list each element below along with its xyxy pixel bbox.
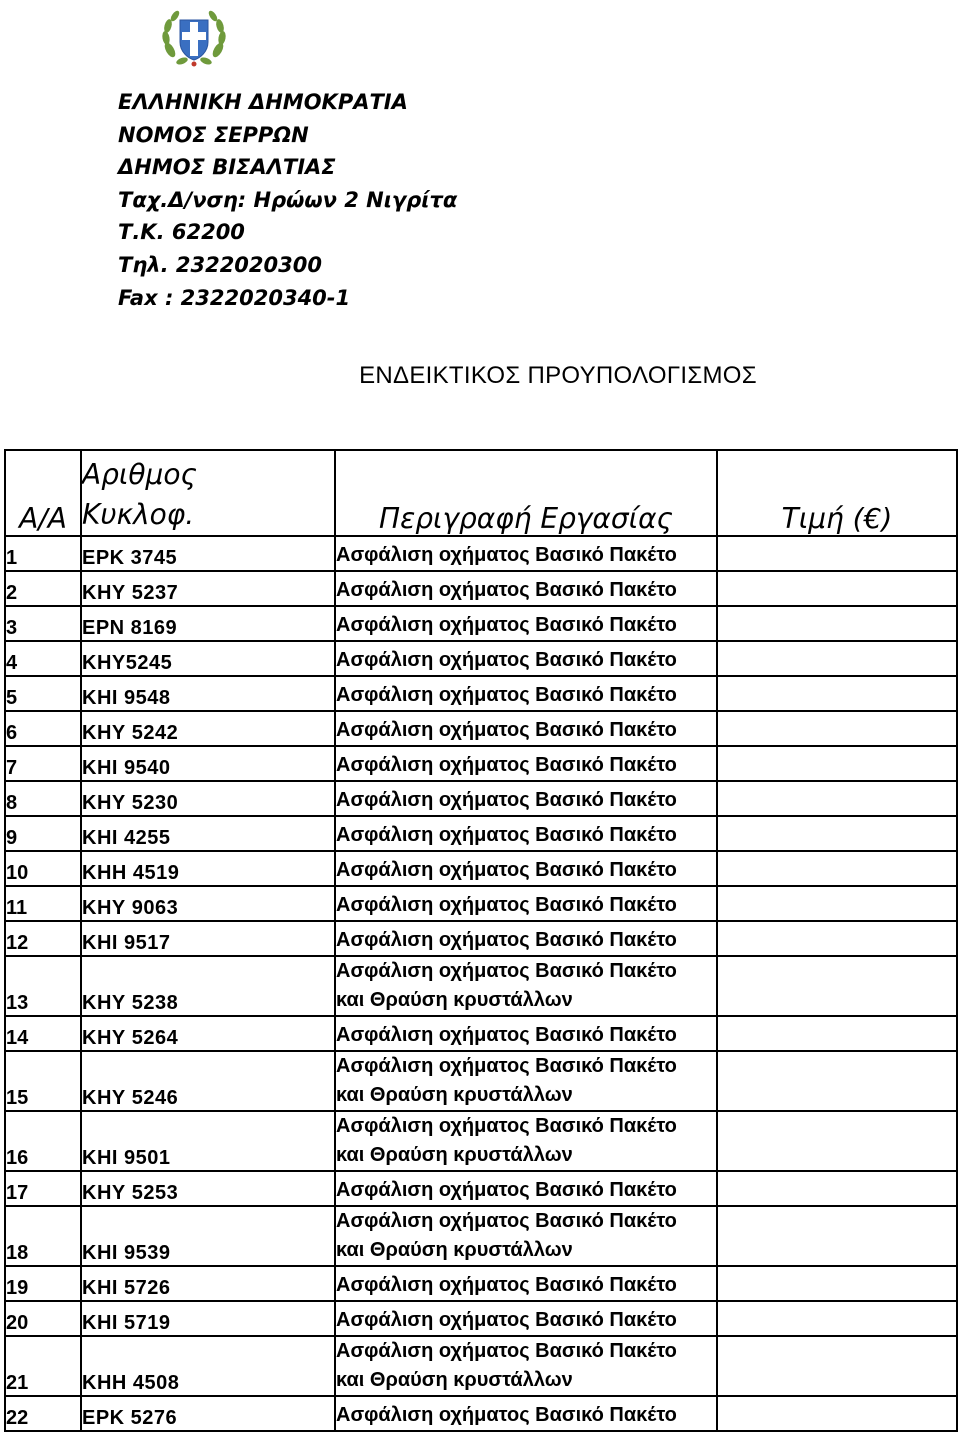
cell-aa: 22 [5, 1396, 81, 1431]
cell-price [717, 746, 957, 781]
header-line-prefecture: ΝΟΜΟΣ ΣΕΡΡΩΝ [118, 122, 309, 147]
header-line-country: ΕΛΛΗΝΙΚΗ ΔΗΜΟΚΡΑΤΙΑ [118, 90, 408, 114]
description-line1: Ασφάλιση οχήματος Βασικό Πακέτο [336, 1404, 677, 1426]
table-row [5, 921, 957, 956]
cell-aa: 20 [5, 1301, 81, 1336]
table-row [5, 571, 957, 606]
cell-plate: ΚΗΙ 5726 [81, 1266, 335, 1301]
cell-price [717, 816, 957, 851]
greek-emblem-logo [158, 6, 230, 70]
cell-price [717, 1051, 957, 1111]
cell-plate: ΚΗΥ 5237 [81, 571, 335, 606]
cell-price [717, 1301, 957, 1336]
cell-description [335, 816, 717, 851]
cell-plate: ΚΗΙ 4255 [81, 816, 335, 851]
cell-plate: ΚΗΥ 5230 [81, 781, 335, 816]
cell-aa: 13 [5, 956, 81, 1016]
cell-description [335, 1396, 717, 1431]
header-description: Περιγραφή Εργασίας [335, 450, 717, 536]
cell-plate: ΕΡΝ 8169 [81, 606, 335, 641]
header-line-fax: Fax : 2322020340-1 [118, 285, 351, 310]
description-line1: Ασφάλιση οχήματος Βασικό Πακέτο [336, 1340, 677, 1362]
description-line1: Ασφάλιση οχήματος Βασικό Πακέτο [336, 1115, 677, 1137]
description-line1: Ασφάλιση οχήματος Βασικό Πακέτο [336, 1309, 677, 1331]
description-line1: Ασφάλιση οχήματος Βασικό Πακέτο [336, 719, 677, 741]
cell-aa: 5 [5, 676, 81, 711]
table-row [5, 1171, 957, 1206]
cell-price [717, 1206, 957, 1266]
table-row [5, 1111, 957, 1171]
cell-aa: 10 [5, 851, 81, 886]
description-line1: Ασφάλιση οχήματος Βασικό Πακέτο [336, 1024, 677, 1046]
header-price: Τιμή (€) [717, 450, 957, 536]
cell-plate: ΚΗΙ 5719 [81, 1301, 335, 1336]
header-line-phone: Τηλ. 2322020300 [118, 252, 322, 277]
cell-description [335, 781, 717, 816]
cell-plate: ΚΗΙ 9539 [81, 1206, 335, 1266]
header-plate-line2: Κυκλοφ. [82, 498, 195, 531]
cell-plate: ΚΗΥ 5242 [81, 711, 335, 746]
letterhead [118, 86, 457, 314]
cell-aa: 3 [5, 606, 81, 641]
document-title: ΕΝΔΕΙΚΤΙΚΟΣ ΠΡΟΥΠΟΛΟΓΙΣΜΟΣ [359, 362, 757, 389]
cell-description [335, 571, 717, 606]
cell-description [335, 1336, 717, 1396]
header-line-address: Ταχ.Δ/νση: Ηρώων 2 Νιγρίτα [118, 187, 458, 212]
cell-aa: 2 [5, 571, 81, 606]
cell-plate: ΚΗΥ 5238 [81, 956, 335, 1016]
cell-aa: 19 [5, 1266, 81, 1301]
description-line1: Ασφάλιση οχήματος Βασικό Πακέτο [336, 649, 677, 671]
table-row [5, 1301, 957, 1336]
cell-aa: 12 [5, 921, 81, 956]
description-line2: και Θραύση κρυστάλλων [336, 1239, 573, 1261]
cell-price [717, 1111, 957, 1171]
cell-aa: 11 [5, 886, 81, 921]
cell-plate: ΕΡΚ 5276 [81, 1396, 335, 1431]
cell-description [335, 956, 717, 1016]
description-line2: και Θραύση κρυστάλλων [336, 1084, 573, 1106]
cell-plate: ΚΗΥ 5253 [81, 1171, 335, 1206]
cell-plate: ΚΗΥ 5246 [81, 1051, 335, 1111]
description-line2: και Θραύση κρυστάλλων [336, 1369, 573, 1391]
cell-price [717, 956, 957, 1016]
cell-plate: ΕΡΚ 3745 [81, 536, 335, 571]
cell-description [335, 1301, 717, 1336]
cell-price [717, 1396, 957, 1431]
cell-description [335, 1016, 717, 1051]
cell-price [717, 781, 957, 816]
description-line2: και Θραύση κρυστάλλων [336, 989, 573, 1011]
cell-plate: ΚΗΗ 4508 [81, 1336, 335, 1396]
table-header-row [5, 450, 957, 536]
cell-price [717, 1336, 957, 1396]
cell-aa: 6 [5, 711, 81, 746]
cell-price [717, 536, 957, 571]
cell-price [717, 711, 957, 746]
description-line1: Ασφάλιση οχήματος Βασικό Πακέτο [336, 789, 677, 811]
cell-description [335, 536, 717, 571]
table-row [5, 851, 957, 886]
description-line1: Ασφάλιση οχήματος Βασικό Πακέτο [336, 579, 677, 601]
table-row [5, 536, 957, 571]
cell-price [717, 1016, 957, 1051]
table-row [5, 886, 957, 921]
cell-description [335, 711, 717, 746]
description-line1: Ασφάλιση οχήματος Βασικό Πακέτο [336, 1210, 677, 1232]
cell-price [717, 676, 957, 711]
cell-aa: 18 [5, 1206, 81, 1266]
description-line1: Ασφάλιση οχήματος Βασικό Πακέτο [336, 824, 677, 846]
cell-plate: ΚΗΥ5245 [81, 641, 335, 676]
cell-price [717, 606, 957, 641]
cell-price [717, 641, 957, 676]
cell-description [335, 921, 717, 956]
cell-price [717, 1171, 957, 1206]
table-row [5, 816, 957, 851]
table-row [5, 746, 957, 781]
description-line1: Ασφάλιση οχήματος Βασικό Πακέτο [336, 894, 677, 916]
cell-price [717, 851, 957, 886]
table-row [5, 1051, 957, 1111]
cell-description [335, 1111, 717, 1171]
cell-price [717, 1266, 957, 1301]
cell-plate: ΚΗΙ 9501 [81, 1111, 335, 1171]
header-line-municipality: ΔΗΜΟΣ ΒΙΣΑΛΤΙΑΣ [118, 155, 336, 180]
header-aa: Α/Α [5, 450, 81, 536]
description-line1: Ασφάλιση οχήματος Βασικό Πακέτο [336, 544, 677, 566]
description-line2: και Θραύση κρυστάλλων [336, 1144, 573, 1166]
cell-aa: 8 [5, 781, 81, 816]
table-body [5, 536, 957, 1431]
cell-price [717, 921, 957, 956]
table-row [5, 1016, 957, 1051]
description-line1: Ασφάλιση οχήματος Βασικό Πακέτο [336, 614, 677, 636]
cell-plate: ΚΗΥ 9063 [81, 886, 335, 921]
table-row [5, 1396, 957, 1431]
table-row [5, 1206, 957, 1266]
description-line1: Ασφάλιση οχήματος Βασικό Πακέτο [336, 684, 677, 706]
description-line1: Ασφάλιση οχήματος Βασικό Πακέτο [336, 929, 677, 951]
description-line1: Ασφάλιση οχήματος Βασικό Πακέτο [336, 754, 677, 776]
cell-description [335, 851, 717, 886]
description-line1: Ασφάλιση οχήματος Βασικό Πακέτο [336, 1274, 677, 1296]
cell-aa: 17 [5, 1171, 81, 1206]
cell-aa: 7 [5, 746, 81, 781]
table-row [5, 781, 957, 816]
cell-plate: ΚΗΙ 9517 [81, 921, 335, 956]
cell-description [335, 1171, 717, 1206]
description-line1: Ασφάλιση οχήματος Βασικό Πακέτο [336, 960, 677, 982]
budget-table [4, 449, 958, 1432]
cell-aa: 9 [5, 816, 81, 851]
cell-description [335, 746, 717, 781]
cell-description [335, 1051, 717, 1111]
header-line-postcode: Τ.Κ. 62200 [118, 220, 245, 245]
table-row [5, 956, 957, 1016]
cell-description [335, 1206, 717, 1266]
cell-aa: 15 [5, 1051, 81, 1111]
cell-plate: ΚΗΗ 4519 [81, 851, 335, 886]
header-plate [81, 450, 335, 536]
cell-price [717, 886, 957, 921]
description-line1: Ασφάλιση οχήματος Βασικό Πακέτο [336, 1055, 677, 1077]
cell-description [335, 606, 717, 641]
table-row [5, 676, 957, 711]
cell-description [335, 886, 717, 921]
table-row [5, 606, 957, 641]
cell-aa: 1 [5, 536, 81, 571]
table-row [5, 641, 957, 676]
cell-description [335, 676, 717, 711]
description-line1: Ασφάλιση οχήματος Βασικό Πακέτο [336, 859, 677, 881]
cell-description [335, 1266, 717, 1301]
table-row [5, 1266, 957, 1301]
cell-aa: 16 [5, 1111, 81, 1171]
cell-price [717, 571, 957, 606]
header-plate-line1: Αριθμος [82, 458, 197, 491]
description-line1: Ασφάλιση οχήματος Βασικό Πακέτο [336, 1179, 677, 1201]
cell-aa: 4 [5, 641, 81, 676]
cell-description [335, 641, 717, 676]
cell-plate: ΚΗΙ 9548 [81, 676, 335, 711]
table-row [5, 711, 957, 746]
cell-aa: 14 [5, 1016, 81, 1051]
table-row [5, 1336, 957, 1396]
cell-plate: ΚΗΥ 5264 [81, 1016, 335, 1051]
cell-plate: ΚΗΙ 9540 [81, 746, 335, 781]
cell-aa: 21 [5, 1336, 81, 1396]
